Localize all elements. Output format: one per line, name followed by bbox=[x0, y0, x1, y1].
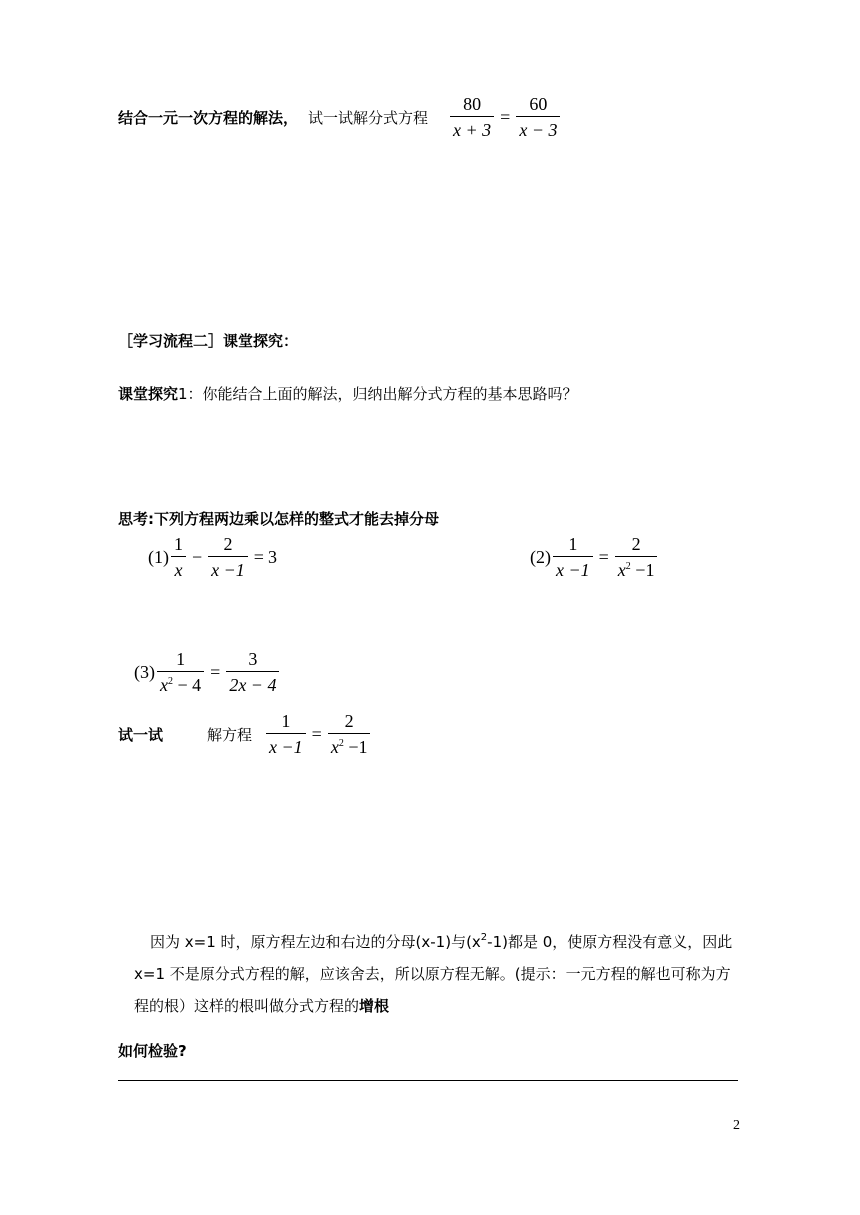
think-heading: 思考:下列方程两边乘以怎样的整式才能去掉分母 bbox=[118, 510, 440, 528]
explore-label: 课堂探究 bbox=[118, 385, 179, 403]
think-equation-3: (3) $\frac{1}{x^2 - 4}$ = $\frac{3}{2x - 4}$ bbox=[134, 650, 281, 694]
page-number: 2 bbox=[733, 1118, 740, 1133]
think-equation-2: (2) $\frac{1}{x -1}$ = $\frac{2}{x^2 -1}$ bbox=[530, 535, 659, 579]
try-instruction: 解方程 bbox=[207, 725, 253, 744]
explore-line bbox=[118, 383, 578, 404]
intro-instruction: 试一试解分式方程 bbox=[308, 108, 429, 127]
section2-heading: ［学习流程二］课堂探究： bbox=[118, 332, 299, 350]
try-label: 试一试 bbox=[118, 725, 164, 744]
answer-line bbox=[118, 1080, 738, 1081]
think-equation-1: (1) $\frac{1}{x}$ − $\frac{2}{x -1}$ = 3 bbox=[148, 534, 277, 580]
intro-line bbox=[118, 95, 562, 139]
equation-main: $\frac{80}{x + 3}$ = $\frac{60}{x - 3}$ bbox=[448, 95, 562, 139]
intro-bold-text: 结合一元一次方程的解法， bbox=[118, 108, 299, 127]
try-equation: $\frac{1}{x -1}$ = $\frac{2}{x^2 -1}$ bbox=[264, 712, 372, 756]
bold-term: 增根 bbox=[359, 997, 390, 1015]
explore-text: 1：你能结合上面的解法，归纳出解分式方程的基本思路吗？ bbox=[178, 385, 578, 403]
explanation-paragraph: 因为 x=1 时，原方程左边和右边的分母(x-1)与$(x^2-1)$都是 0，使原方程没有意义，因此 x=1 不是原分式方程的解，应该舍去，所以原方程无解。(提示：一元方程的解也可称为方程的根）这样的根叫做分式方程的增根 bbox=[134, 932, 733, 1015]
check-heading: 如何检验? bbox=[118, 1042, 187, 1060]
fraction-lhs: $\frac{80}{x + 3}$ bbox=[450, 95, 494, 139]
fraction-rhs: $\frac{60}{x - 3}$ bbox=[516, 95, 560, 139]
try-line bbox=[118, 712, 372, 756]
